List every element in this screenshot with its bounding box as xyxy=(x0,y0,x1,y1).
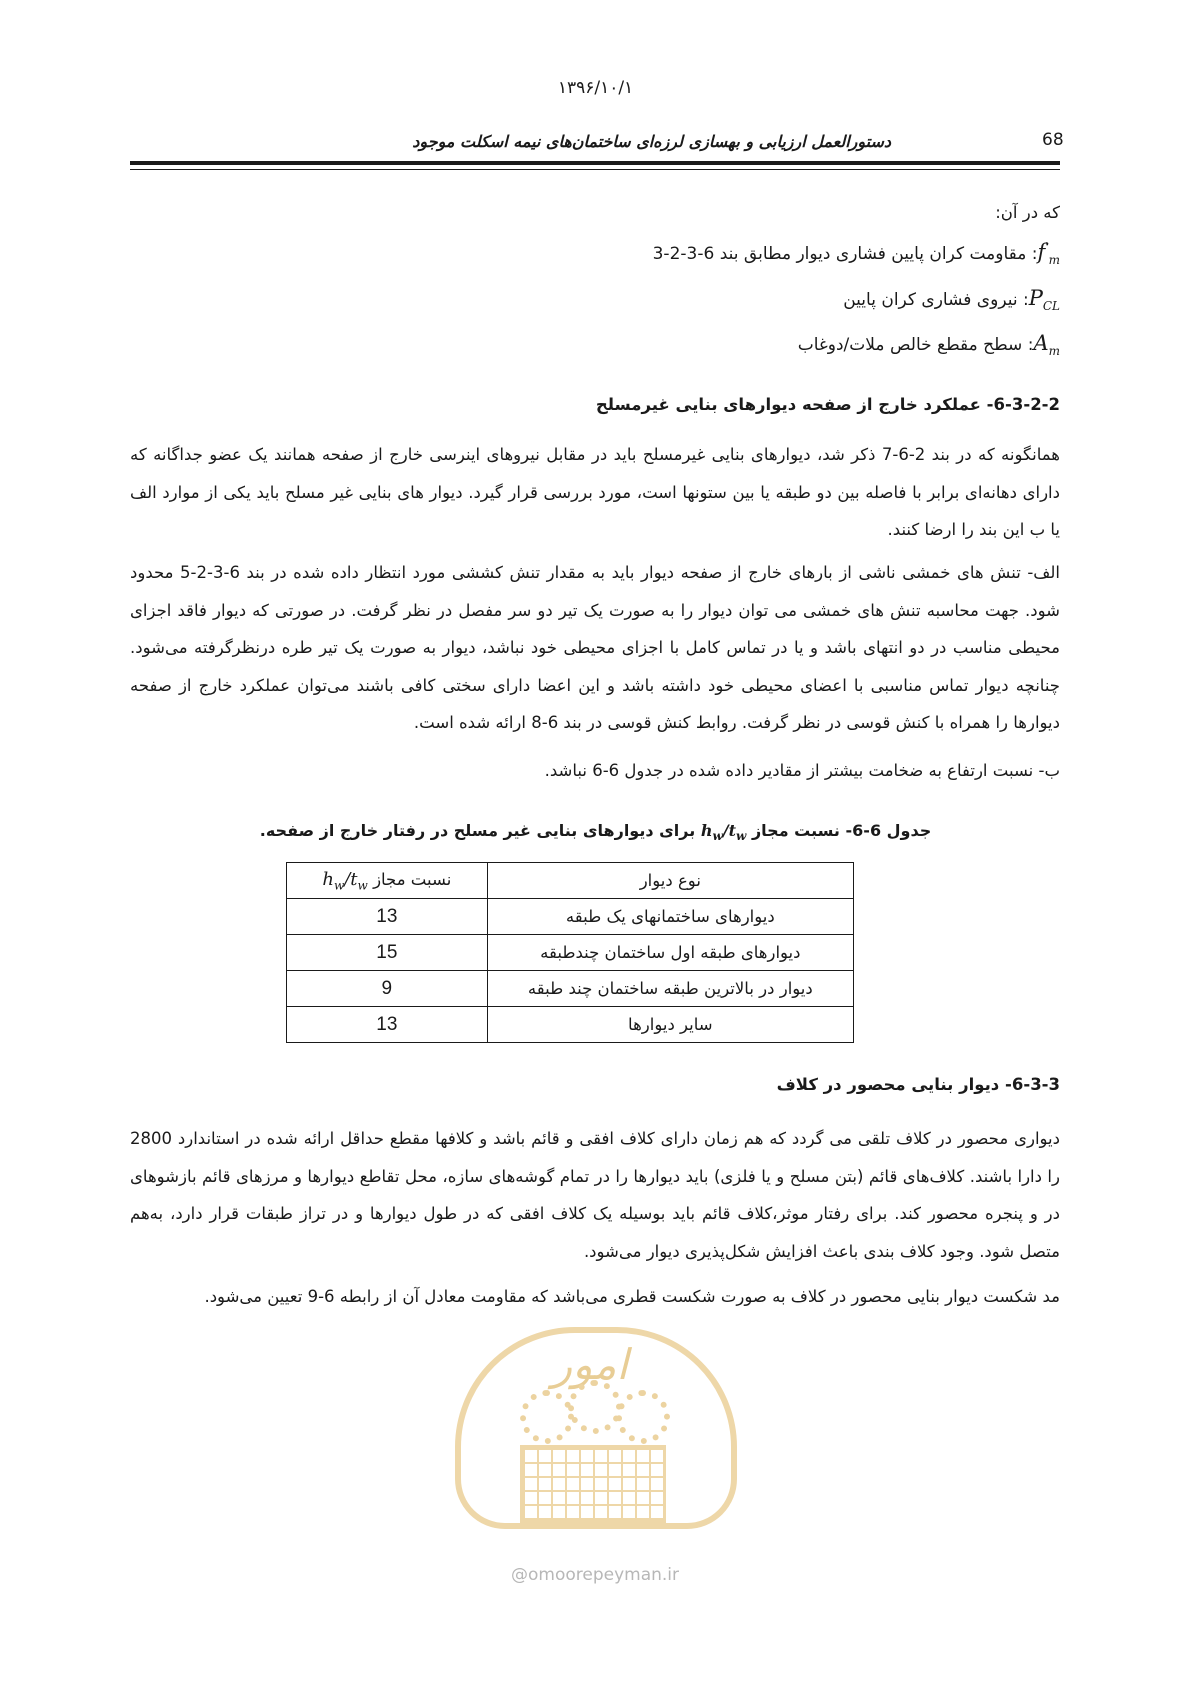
column-header-ratio: نسبت مجاز $h_w/t_w$ xyxy=(287,863,488,899)
page-number: 68 xyxy=(1042,130,1064,150)
symbol-pcl: $P_{CL}$ xyxy=(1028,286,1060,314)
table-caption: جدول 6-6- نسبت مجاز $h_w/t_w$ برای دیوارهای بنایی غیر مسلح در رفتار خارج از صفحه. xyxy=(259,821,932,844)
cell-ratio: 13 xyxy=(287,1007,488,1043)
cell-ratio: 9 xyxy=(287,971,488,1007)
symbol-am: $A_m$ xyxy=(1033,331,1060,359)
table-row xyxy=(287,1007,854,1043)
section-heading-out-of-plane: 6-3-2-2- عملکرد خارج از صفحه دیوارهای بنایی غیرمسلح xyxy=(595,395,1060,414)
cell-wall-type: دیوارهای ساختمانهای یک طبقه xyxy=(487,899,853,935)
cell-wall-type: دیوارهای طبقه اول ساختمان چندطبقه xyxy=(487,935,853,971)
column-header-wall-type: نوع دیوار xyxy=(487,863,853,899)
definition-pcl: $P_{CL}$: نیروی فشاری کران پایین xyxy=(843,286,1060,314)
cell-wall-type: دیوار در بالاترین طبقه ساختمان چند طبقه xyxy=(487,971,853,1007)
header-rule-thick xyxy=(130,161,1060,165)
watermark-url: @omoorepeyman.ir xyxy=(510,1565,680,1585)
table-header-row xyxy=(287,863,854,899)
watermark-gear-icon xyxy=(568,1380,622,1434)
paragraph-out-of-plane-intro: همانگونه که در بند 2-6-7 ذکر شد، دیوارهای بنایی غیرمسلح باید در مقابل نیروهای اینرسی خارج از صفحه همانند یک عضو جداگانه که دارای دهانه‌ای برابر با فاصله بین دو طبقه یا بین ستونها است، مورد بررسی قرار گیرد. دیوار های بنایی غیر مسلح باید یکی از موارد الف یا ب این بند را ارضا کنند. xyxy=(130,445,1060,539)
symbol-fm: $f'_m$ xyxy=(1037,240,1060,268)
definitions-intro: که در آن: xyxy=(995,203,1060,222)
definition-fm: $f'_m$: مقاومت کران پایین فشاری دیوار مطابق بند 6-3-2-3 xyxy=(652,240,1060,268)
watermark-script: ﺍﻣﻮﺭ xyxy=(551,1340,629,1389)
table-row xyxy=(287,971,854,1007)
table-row xyxy=(287,899,854,935)
wall-ratio-table xyxy=(286,862,854,1043)
paragraph-item-alef: الف- تنش های خمشی ناشی از بارهای خارج از صفحه دیوار باید به مقدار تنش کششی مورد انتظار داده شده در بند 6-3-2-5 محدود شود. جهت محاسبه تنش های خمشی می توان دیوار را به صورت یک تیر دو سر مفصل در نظر گرفت. در صورتی که دیوار فاقد اجزای محیطی مناسب در دو انتهای باشد و یا در تماس کامل با اجزای محیطی خود نباشد، دیوار به صورت یک تیر طره درنظرگرفته می‌شود. چنانچه دیوار تماس مناسبی با اعضای محیطی خود داشته باشد و این اعضا دارای سختی کافی باشند می‌توان عملکرد خارج از صفحه دیوارها را همراه با کنش قوسی در نظر گرفت. روابط کنش قوسی در بند 6-8 ارائه شده است. xyxy=(130,563,1060,732)
document-date: ۱۳۹۶/۱۰/۱ xyxy=(557,78,634,98)
cell-wall-type: سایر دیوارها xyxy=(487,1007,853,1043)
watermark-gear-icon xyxy=(616,1390,670,1444)
watermark-gear-icon xyxy=(520,1390,574,1444)
section-heading-confined-masonry: 6-3-3- دیوار بنایی محصور در کلاف xyxy=(776,1075,1060,1094)
cell-ratio: 13 xyxy=(287,899,488,935)
cell-ratio: 15 xyxy=(287,935,488,971)
caption-ratio-symbol: $h_w/t_w$ xyxy=(700,821,747,844)
header-ratio-symbol: $h_w/t_w$ xyxy=(322,868,368,893)
table-row xyxy=(287,935,854,971)
paragraph-failure-mode: مد شکست دیوار بنایی محصور در کلاف به صورت شکست قطری می‌باشد که مقاومت معادل آن از رابطه 6-9 تعیین می‌شود. xyxy=(204,1287,1060,1306)
definition-am: $A_m$: سطح مقطع خالص ملات/دوغاب xyxy=(797,331,1060,359)
running-header-title: دستورالعمل ارزیابی و بهسازی لرزه‌ای ساختمان‌های نیمه اسکلت موجود xyxy=(412,132,891,151)
watermark-grid xyxy=(520,1445,666,1523)
paragraph-item-be: ب- نسبت ارتفاع به ضخامت بیشتر از مقادیر داده شده در جدول 6-6 نباشد. xyxy=(544,761,1060,780)
paragraph-confined-masonry: دیواری محصور در کلاف تلقی می گردد که هم زمان دارای کلاف افقی و قائم باشد و کلافها مقطع حداقل ارائه شده در استاندارد 2800 را دارا باشند. کلاف‌های قائم (بتن مسلح و یا فلزی) باید دیوارها را در تمام گوشه‌های سازه، محل تقاطع دیوارها و مرزهای قائم بازشوهای در و پنجره محصور کند. برای رفتار موثر،کلاف قائم باید بوسیله یک کلاف افقی که در طول دیوارها و در تراز طبقات قرار دارد، به‌هم متصل شود. وجود کلاف بندی باعث افزایش شکل‌پذیری دیوار می‌شود. xyxy=(130,1129,1060,1261)
header-rule-thin xyxy=(130,169,1060,170)
